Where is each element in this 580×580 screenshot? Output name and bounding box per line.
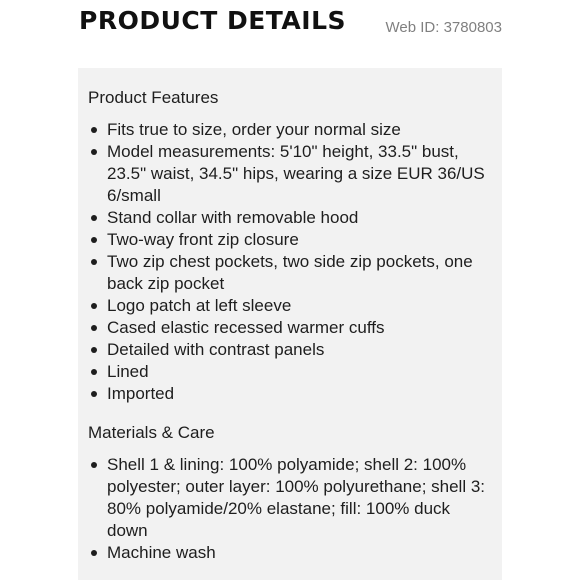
- feature-item: [78, 251, 502, 295]
- feature-text: Stand collar with removable hood: [107, 208, 359, 227]
- bullet-icon: [91, 303, 97, 309]
- product-details-panel: [78, 68, 502, 580]
- feature-item: [78, 141, 502, 207]
- page-header: [0, 0, 580, 60]
- product-features-list: [78, 119, 502, 405]
- bullet-icon: [91, 462, 97, 468]
- bullet-icon: [91, 127, 97, 133]
- bullet-icon: [91, 347, 97, 353]
- materials-care-list: [78, 454, 502, 564]
- bullet-icon: [91, 325, 97, 331]
- care-text: Machine wash: [107, 543, 216, 562]
- feature-item: [78, 119, 502, 141]
- feature-text: Detailed with contrast panels: [107, 340, 325, 359]
- feature-text: Imported: [107, 384, 175, 403]
- feature-text: Lined: [107, 362, 149, 381]
- feature-item: [78, 361, 502, 383]
- materials-care-heading: Materials & Care: [88, 423, 215, 442]
- bullet-icon: [91, 237, 97, 243]
- feature-text: Fits true to size, order your normal size: [107, 120, 401, 139]
- feature-item: [78, 295, 502, 317]
- web-id-label: Web ID: 3780803: [385, 19, 502, 36]
- care-item: [78, 542, 502, 564]
- product-features-heading: Product Features: [88, 88, 219, 107]
- bullet-icon: [91, 550, 97, 556]
- feature-text: Cased elastic recessed warmer cuffs: [107, 318, 385, 337]
- bullet-icon: [91, 391, 97, 397]
- feature-item: [78, 229, 502, 251]
- bullet-icon: [91, 259, 97, 265]
- bullet-icon: [91, 369, 97, 375]
- feature-item: [78, 339, 502, 361]
- feature-text: Two-way front zip closure: [107, 230, 299, 249]
- feature-text: Model measurements: 5'10" height, 33.5" bust, 23.5" waist, 34.5" hips, wearing a size EUR 36/US 6/small: [107, 142, 485, 205]
- feature-item: [78, 383, 502, 405]
- care-text: Shell 1 & lining: 100% polyamide; shell 2: 100% polyester; outer layer: 100% polyurethane; shell 3: 80% polyamide/20% elastane; fill: 100% duck down: [107, 455, 486, 540]
- bullet-icon: [91, 149, 97, 155]
- care-item: [78, 454, 502, 542]
- feature-item: [78, 317, 502, 339]
- feature-text: Logo patch at left sleeve: [107, 296, 292, 315]
- page-title: PRODUCT DETAILS: [79, 6, 347, 35]
- bullet-icon: [91, 215, 97, 221]
- feature-item: [78, 207, 502, 229]
- feature-text: Two zip chest pockets, two side zip pockets, one back zip pocket: [107, 252, 473, 293]
